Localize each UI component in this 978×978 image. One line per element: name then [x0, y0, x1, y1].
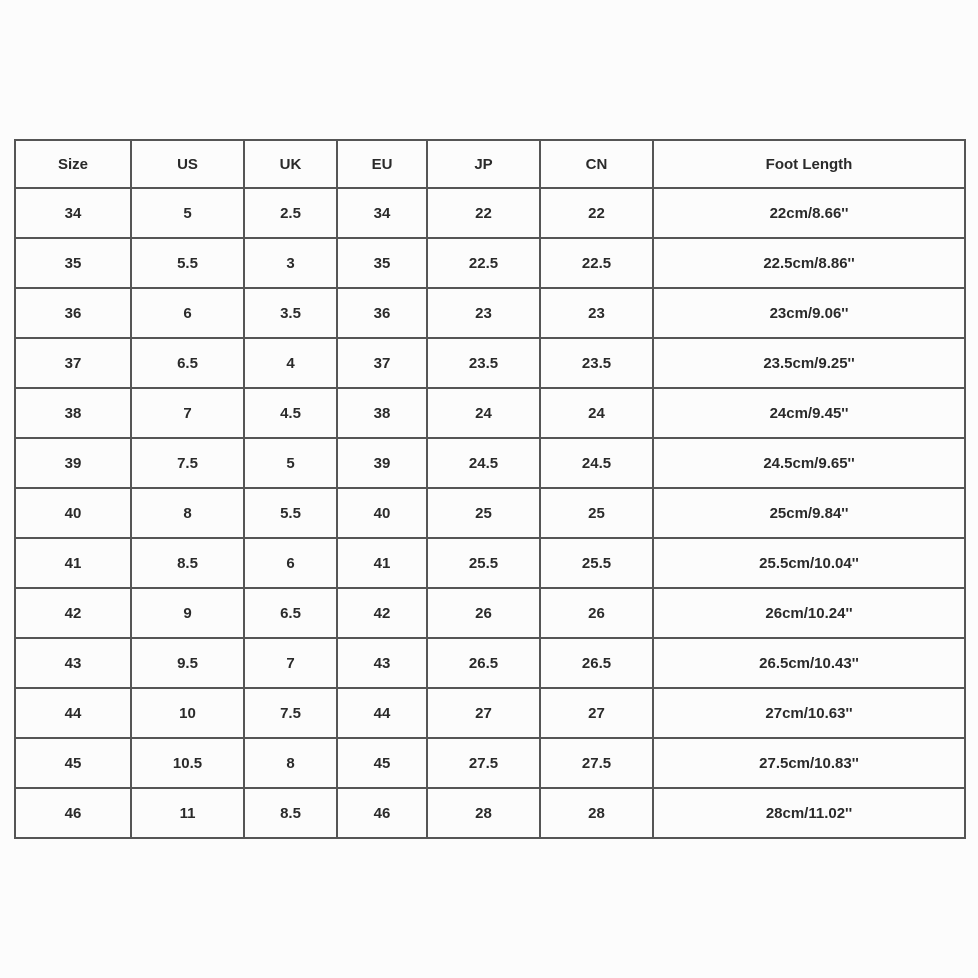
cell-jp: 22.5 — [427, 238, 540, 288]
cell-eu: 45 — [337, 738, 427, 788]
cell-size: 38 — [15, 388, 131, 438]
cell-us: 6.5 — [131, 338, 244, 388]
header-uk: UK — [244, 140, 337, 188]
cell-uk: 8 — [244, 738, 337, 788]
cell-uk: 6.5 — [244, 588, 337, 638]
cell-cn: 26.5 — [540, 638, 653, 688]
cell-eu: 41 — [337, 538, 427, 588]
table-row — [15, 488, 965, 538]
cell-foot-length: 25cm/9.84'' — [653, 488, 965, 538]
header-row — [15, 140, 965, 188]
cell-size: 34 — [15, 188, 131, 238]
cell-uk: 4 — [244, 338, 337, 388]
cell-jp: 27.5 — [427, 738, 540, 788]
table-row — [15, 188, 965, 238]
header-us: US — [131, 140, 244, 188]
cell-foot-length: 24.5cm/9.65'' — [653, 438, 965, 488]
cell-us: 5.5 — [131, 238, 244, 288]
cell-jp: 23.5 — [427, 338, 540, 388]
cell-uk: 3.5 — [244, 288, 337, 338]
table-row — [15, 338, 965, 388]
cell-size: 41 — [15, 538, 131, 588]
header-jp: JP — [427, 140, 540, 188]
cell-us: 10.5 — [131, 738, 244, 788]
cell-uk: 5.5 — [244, 488, 337, 538]
cell-foot-length: 25.5cm/10.04'' — [653, 538, 965, 588]
table-row — [15, 788, 965, 838]
cell-uk: 4.5 — [244, 388, 337, 438]
cell-us: 11 — [131, 788, 244, 838]
table-row — [15, 638, 965, 688]
table-row — [15, 538, 965, 588]
cell-eu: 42 — [337, 588, 427, 638]
cell-uk: 8.5 — [244, 788, 337, 838]
cell-eu: 44 — [337, 688, 427, 738]
cell-jp: 28 — [427, 788, 540, 838]
cell-foot-length: 24cm/9.45'' — [653, 388, 965, 438]
cell-cn: 22.5 — [540, 238, 653, 288]
cell-cn: 25 — [540, 488, 653, 538]
cell-size: 37 — [15, 338, 131, 388]
table-row — [15, 588, 965, 638]
cell-eu: 36 — [337, 288, 427, 338]
table-body — [15, 188, 965, 838]
cell-foot-length: 27.5cm/10.83'' — [653, 738, 965, 788]
cell-uk: 6 — [244, 538, 337, 588]
cell-foot-length: 23cm/9.06'' — [653, 288, 965, 338]
cell-us: 8.5 — [131, 538, 244, 588]
cell-jp: 24.5 — [427, 438, 540, 488]
cell-cn: 24.5 — [540, 438, 653, 488]
cell-us: 9.5 — [131, 638, 244, 688]
table-row — [15, 688, 965, 738]
cell-foot-length: 22cm/8.66'' — [653, 188, 965, 238]
table-row — [15, 438, 965, 488]
cell-uk: 2.5 — [244, 188, 337, 238]
cell-foot-length: 22.5cm/8.86'' — [653, 238, 965, 288]
cell-jp: 26 — [427, 588, 540, 638]
table-row — [15, 288, 965, 338]
cell-size: 40 — [15, 488, 131, 538]
cell-cn: 26 — [540, 588, 653, 638]
cell-size: 35 — [15, 238, 131, 288]
cell-cn: 23 — [540, 288, 653, 338]
cell-foot-length: 28cm/11.02'' — [653, 788, 965, 838]
cell-cn: 28 — [540, 788, 653, 838]
cell-us: 7.5 — [131, 438, 244, 488]
cell-eu: 43 — [337, 638, 427, 688]
cell-us: 6 — [131, 288, 244, 338]
cell-jp: 26.5 — [427, 638, 540, 688]
cell-cn: 27 — [540, 688, 653, 738]
header-size: Size — [15, 140, 131, 188]
cell-us: 8 — [131, 488, 244, 538]
cell-jp: 25.5 — [427, 538, 540, 588]
cell-eu: 35 — [337, 238, 427, 288]
cell-foot-length: 26.5cm/10.43'' — [653, 638, 965, 688]
cell-foot-length: 26cm/10.24'' — [653, 588, 965, 638]
cell-jp: 23 — [427, 288, 540, 338]
cell-size: 45 — [15, 738, 131, 788]
cell-cn: 25.5 — [540, 538, 653, 588]
cell-cn: 24 — [540, 388, 653, 438]
cell-us: 9 — [131, 588, 244, 638]
cell-size: 43 — [15, 638, 131, 688]
cell-foot-length: 23.5cm/9.25'' — [653, 338, 965, 388]
cell-cn: 27.5 — [540, 738, 653, 788]
cell-eu: 46 — [337, 788, 427, 838]
cell-us: 7 — [131, 388, 244, 438]
table-row — [15, 388, 965, 438]
cell-cn: 22 — [540, 188, 653, 238]
cell-eu: 39 — [337, 438, 427, 488]
cell-jp: 24 — [427, 388, 540, 438]
table-row — [15, 238, 965, 288]
cell-jp: 27 — [427, 688, 540, 738]
cell-jp: 25 — [427, 488, 540, 538]
size-chart-table — [14, 139, 966, 839]
cell-cn: 23.5 — [540, 338, 653, 388]
cell-size: 36 — [15, 288, 131, 338]
cell-uk: 5 — [244, 438, 337, 488]
cell-us: 5 — [131, 188, 244, 238]
cell-eu: 37 — [337, 338, 427, 388]
cell-eu: 40 — [337, 488, 427, 538]
cell-size: 39 — [15, 438, 131, 488]
cell-size: 42 — [15, 588, 131, 638]
header-eu: EU — [337, 140, 427, 188]
cell-eu: 34 — [337, 188, 427, 238]
header-foot-length: Foot Length — [653, 140, 965, 188]
cell-size: 44 — [15, 688, 131, 738]
cell-eu: 38 — [337, 388, 427, 438]
table-row — [15, 738, 965, 788]
cell-uk: 7 — [244, 638, 337, 688]
header-cn: CN — [540, 140, 653, 188]
cell-uk: 7.5 — [244, 688, 337, 738]
cell-uk: 3 — [244, 238, 337, 288]
cell-us: 10 — [131, 688, 244, 738]
cell-jp: 22 — [427, 188, 540, 238]
cell-size: 46 — [15, 788, 131, 838]
cell-foot-length: 27cm/10.63'' — [653, 688, 965, 738]
